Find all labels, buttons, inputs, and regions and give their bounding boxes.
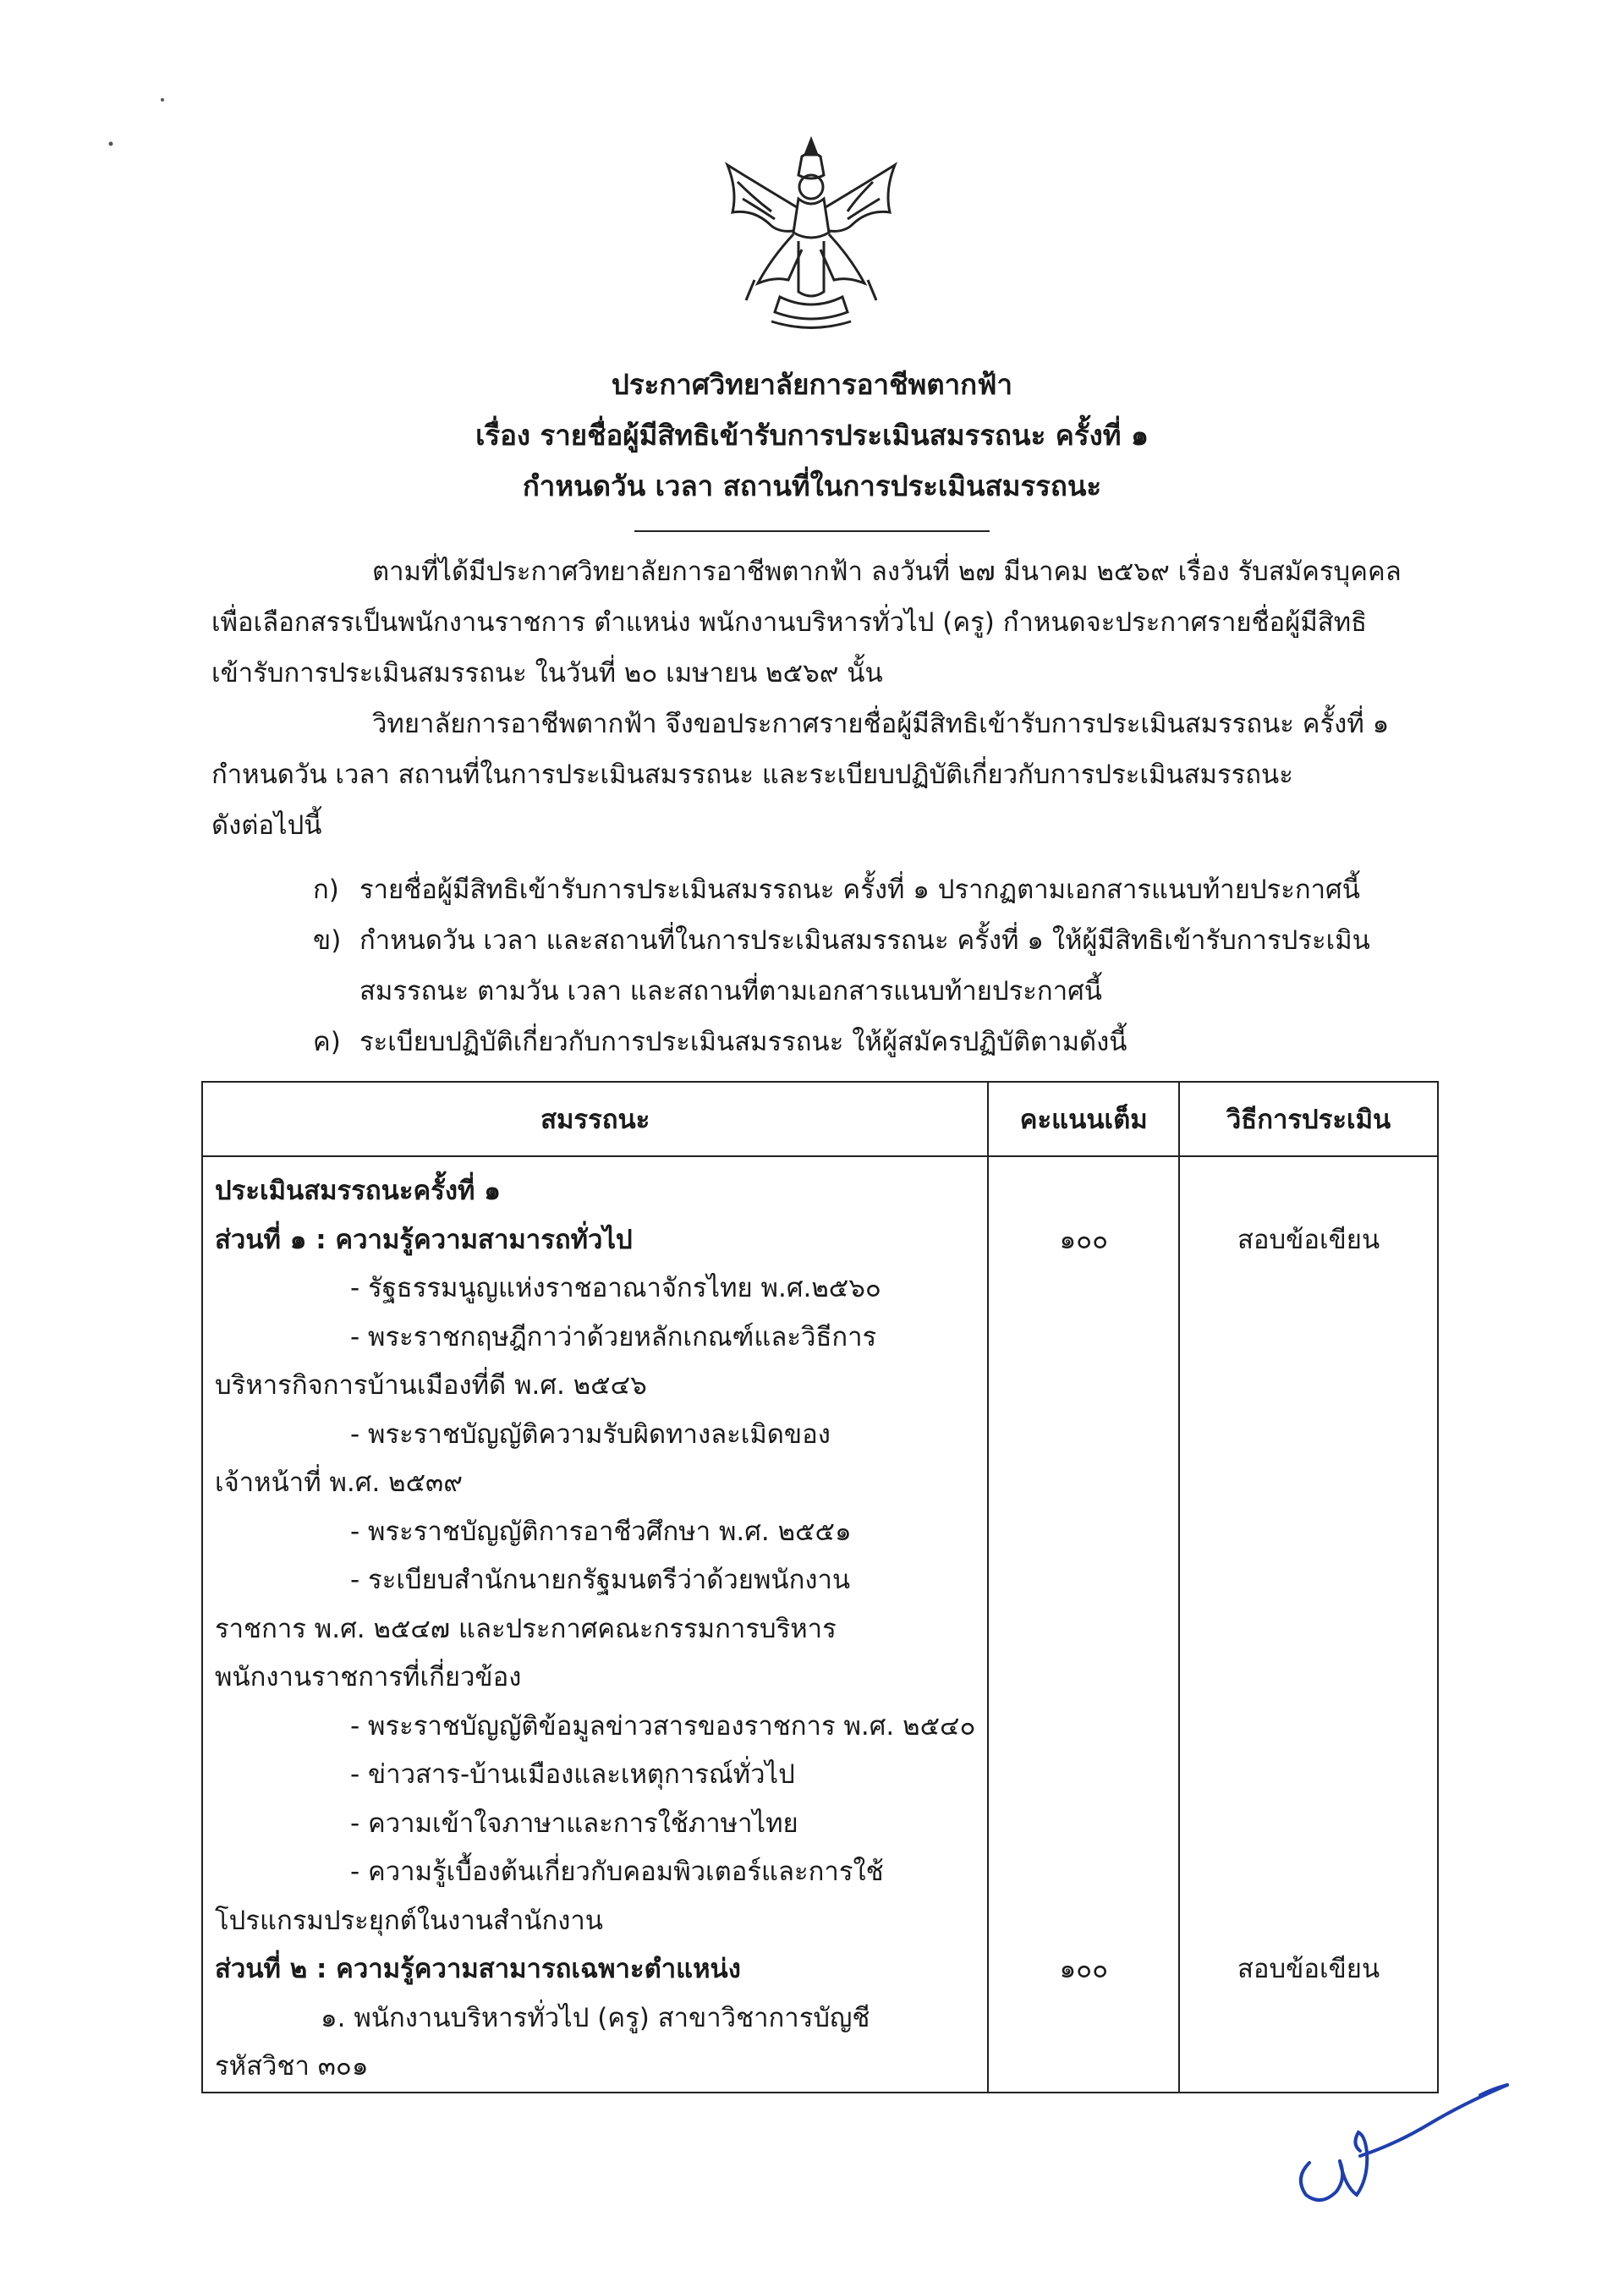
competency-table [201,1081,1439,2093]
paragraph-2-line-2: กำหนดวัน เวลา สถานที่ในการประเมินสมรรถนะ และระเบียบปฏิบัติเกี่ยวกับการประเมินสมรรถนะ [211,760,1293,790]
topic-line: - ความรู้เบื้องต้นเกี่ยวกับคอมพิวเตอร์และการใช้ [350,1857,884,1887]
topic-line: บริหารกิจการบ้านเมืองที่ดี พ.ศ. ๒๕๔๖ [215,1370,647,1401]
method-cell [1179,1156,1438,2093]
part-2-title: ส่วนที่ ๒ : ความรู้ความสามารถเฉพาะตำแหน่ง [215,1954,741,1984]
list-marker: ข) [313,925,342,956]
topic-line: - ความเข้าใจภาษาและการใช้ภาษาไทย [350,1808,798,1839]
topic-line: - พระราชบัญญัติข้อมูลข่าวสารของราชการ พ.ศ. ๒๕๔๐ [350,1710,976,1742]
announcement-title [0,359,1624,532]
part-1-method: สอบข้อเขียน [1237,1224,1380,1255]
list-text: รายชื่อผู้มีสิทธิเข้ารับการประเมินสมรรถนะ ครั้งที่ ๑ ปรากฏตามเอกสารแนบท้ายประกาศนี้ [359,875,1360,905]
list-item-c [313,1017,1442,1067]
garuda-emblem-icon [721,131,902,334]
part-1-topics [215,1264,975,1945]
topic-line: - ระเบียบสำนักนายกรัฐมนตรีว่าด้วยพนักงาน [350,1565,851,1595]
handwritten-signature-icon [1269,2051,1522,2220]
title-line-3: กำหนดวัน เวลา สถานที่ในการประเมินสมรรถนะ [522,469,1102,502]
topic-line: - พระราชบัญญัติความรับผิดทางละเมิดของ [350,1418,831,1450]
topic-line: เจ้าหน้าที่ พ.ศ. ๒๕๓๙ [215,1467,463,1498]
paragraph-2-line-1: วิทยาลัยการอาชีพตากฟ้า จึงขอประกาศรายชื่อผู้มีสิทธิเข้ารับการประเมินสมรรถนะ ครั้งที่ ๑ [372,709,1390,739]
list-text-line: กำหนดวัน เวลา และสถานที่ในการประเมินสมรรถนะ ครั้งที่ ๑ ให้ผู้มีสิทธิเข้ารับการประเมิน [359,925,1370,956]
topic-line: ๑. พนักงานบริหารทั่วไป (ครู) สาขาวิชาการบัญชี [321,2002,870,2033]
list-text [359,915,1442,1017]
paragraph-2-line-3: ดังต่อไปนี้ [211,810,322,841]
topic-line: โปรแกรมประยุกต์ในงานสำนักงาน [215,1905,603,1936]
part-2-topics [215,1994,975,2092]
title-line-1: ประกาศวิทยาลัยการอาชีพตากฟ้า [611,368,1013,401]
table-header-row [202,1082,1438,1156]
topic-line: รหัสวิชา ๓๐๑ [215,2051,369,2082]
score-cell [988,1156,1179,2093]
paragraph-1-line-3: เข้ารับการประเมินสมรรถนะ ในวันที่ ๒๐ เมษายน ๒๕๖๙ นั้น [211,658,883,688]
topic-line: - รัฐธรรมนูญแห่งราชอาณาจักรไทย พ.ศ.๒๕๖๐ [350,1273,881,1303]
part-2-score: ๑๐๐ [1059,1954,1109,1984]
paragraph-1-line-1: ตามที่ได้มีประกาศวิทยาลัยการอาชีพตากฟ้า ลงวันที่ ๒๗ มีนาคม ๒๕๖๙ เรื่อง รับสมัครบุคคล [372,557,1402,587]
topic-line: - พระราชกฤษฎีกาว่าด้วยหลักเกณฑ์และวิธีการ [350,1321,877,1352]
header-method: วิธีการประเมิน [1179,1082,1438,1156]
list-marker: ค) [313,1027,341,1057]
scan-specks [0,0,169,169]
item-list [313,864,1442,1067]
round-title: ประเมินสมรรถนะครั้งที่ ๑ [215,1176,501,1206]
topic-line: ราชการ พ.ศ. ๒๕๔๗ และประกาศคณะกรรมการบริหาร [215,1613,837,1644]
header-full-score: คะแนนเต็ม [988,1082,1179,1156]
list-item-b [313,915,1442,1017]
part-1-score: ๑๐๐ [1059,1224,1109,1255]
title-divider [634,530,990,532]
paragraph-1 [211,546,1442,851]
part-1-title: ส่วนที่ ๑ : ความรู้ความสามารถทั่วไป [215,1224,633,1255]
paragraph-1-line-2: เพื่อเลือกสรรเป็นพนักงานราชการ ตำแหน่ง พนักงานบริหารทั่วไป (ครู) กำหนดจะประกาศรายชื่อผู้มีสิทธิ [211,607,1368,638]
title-line-2: เรื่อง รายชื่อผู้มีสิทธิเข้ารับการประเมินสมรรถนะ ครั้งที่ ๑ [475,419,1149,452]
list-text-line: สมรรถนะ ตามวัน เวลา และสถานที่ตามเอกสารแนบท้ายประกาศนี้ [359,976,1102,1007]
table-row [202,1156,1438,2093]
list-marker: ก) [313,875,339,905]
part-2-method: สอบข้อเขียน [1237,1954,1380,1984]
competency-cell [202,1156,988,2093]
topic-line: - พระราชบัญญัติการอาชีวศึกษา พ.ศ. ๒๕๕๑ [350,1516,852,1547]
topic-line: - ข่าวสาร-บ้านเมืองและเหตุการณ์ทั่วไป [350,1759,795,1790]
list-text: ระเบียบปฏิบัติเกี่ยวกับการประเมินสมรรถนะ ให้ผู้สมัครปฏิบัติตามดังนี้ [359,1027,1127,1057]
header-competency: สมรรถนะ [202,1082,988,1156]
list-item-a [313,864,1442,915]
topic-line: พนักงานราชการที่เกี่ยวข้อง [215,1662,522,1692]
